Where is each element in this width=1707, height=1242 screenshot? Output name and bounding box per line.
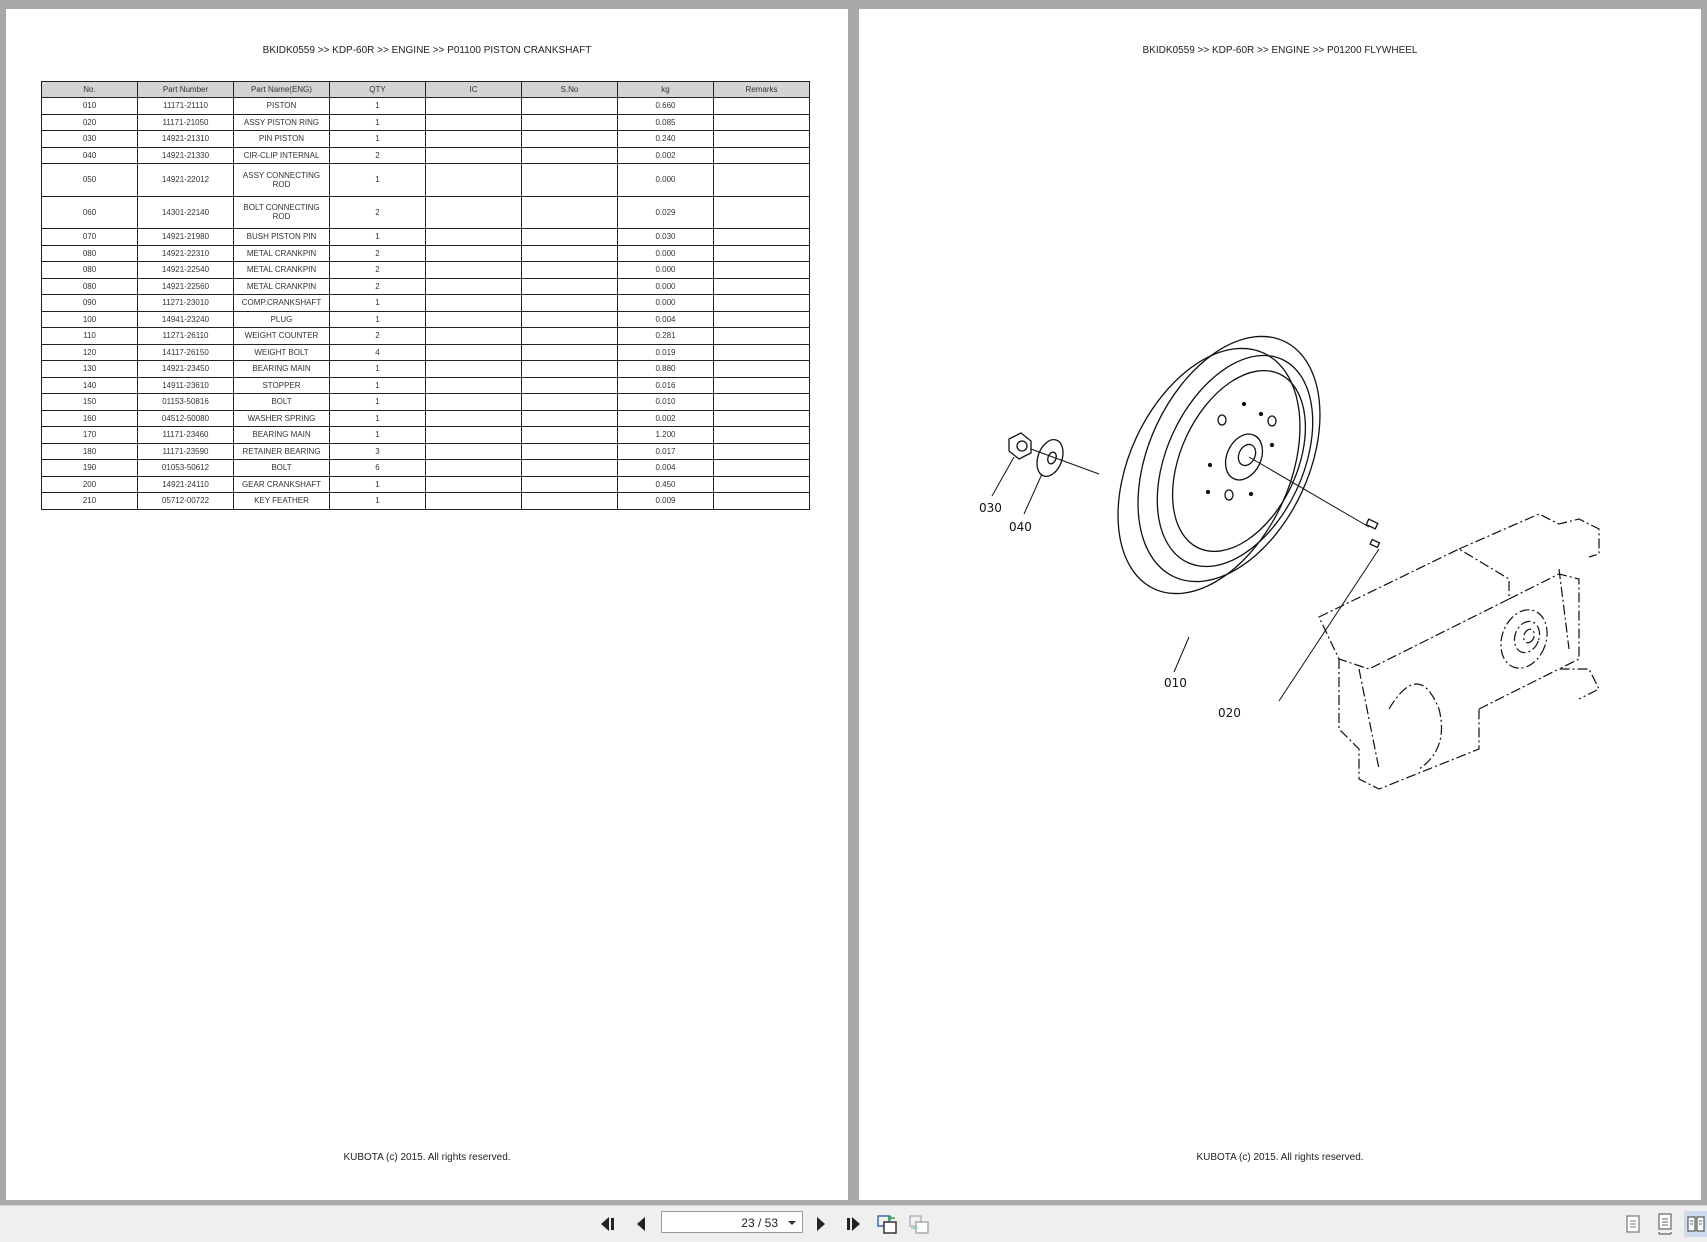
row-remarks bbox=[714, 229, 810, 246]
row-sno bbox=[522, 98, 618, 115]
row-no: 080 bbox=[42, 245, 138, 262]
part-name-line-1: ASSY PISTON RING bbox=[243, 117, 320, 127]
part-name-line-2: ROD bbox=[272, 179, 291, 189]
row-part-number: 11271-23010 bbox=[138, 295, 234, 312]
row-part-number: 14921-21310 bbox=[138, 131, 234, 148]
row-part-name bbox=[234, 196, 330, 229]
row-kg: 0.000 bbox=[618, 245, 714, 262]
row-part-name bbox=[234, 98, 330, 115]
previous-view-icon bbox=[876, 1213, 898, 1235]
row-ic bbox=[426, 196, 522, 229]
two-page-view-button[interactable] bbox=[1684, 1211, 1707, 1237]
row-sno bbox=[522, 476, 618, 493]
row-no: 160 bbox=[42, 410, 138, 427]
table-row bbox=[42, 311, 810, 328]
row-remarks bbox=[714, 278, 810, 295]
part-name-line-1: BOLT bbox=[271, 463, 292, 473]
part-name-line-1: BOLT bbox=[271, 397, 292, 407]
row-part-number: 01053-50612 bbox=[138, 460, 234, 477]
row-part-number: 11171-21050 bbox=[138, 114, 234, 131]
row-qty: 1 bbox=[330, 131, 426, 148]
row-qty: 1 bbox=[330, 377, 426, 394]
row-part-name bbox=[234, 164, 330, 197]
row-no: 080 bbox=[42, 262, 138, 279]
table-row bbox=[42, 410, 810, 427]
row-ic bbox=[426, 262, 522, 279]
row-part-number: 11271-26110 bbox=[138, 328, 234, 345]
continuous-page-icon bbox=[1657, 1213, 1673, 1235]
row-part-number: 14921-24110 bbox=[138, 476, 234, 493]
previous-page-button[interactable] bbox=[629, 1212, 653, 1236]
row-ic bbox=[426, 131, 522, 148]
part-name-line-1: STOPPER bbox=[262, 380, 301, 390]
row-qty: 1 bbox=[330, 361, 426, 378]
row-qty: 4 bbox=[330, 344, 426, 361]
row-part-number: 14921-22560 bbox=[138, 278, 234, 295]
row-ic bbox=[426, 377, 522, 394]
parts-table bbox=[41, 81, 810, 510]
row-remarks bbox=[714, 196, 810, 229]
page-header: BKIDK0559 >> KDP-60R >> ENGINE >> P01200 FLYWHEEL bbox=[1142, 45, 1418, 56]
row-remarks bbox=[714, 98, 810, 115]
table-row bbox=[42, 394, 810, 411]
part-name-line-1: BEARING MAIN bbox=[252, 430, 311, 440]
part-name-line-1: PISTON bbox=[266, 101, 297, 111]
part-name-line-1: PIN PISTON bbox=[258, 134, 305, 144]
next-page-button[interactable] bbox=[809, 1212, 833, 1236]
table-row bbox=[42, 98, 810, 115]
row-qty: 3 bbox=[330, 443, 426, 460]
row-ic bbox=[426, 245, 522, 262]
row-part-name bbox=[234, 443, 330, 460]
row-qty: 1 bbox=[330, 493, 426, 510]
row-kg: 0.029 bbox=[618, 196, 714, 229]
row-sno bbox=[522, 278, 618, 295]
row-qty: 1 bbox=[330, 295, 426, 312]
part-name-line-1: WEIGHT COUNTER bbox=[244, 331, 319, 341]
callout-030: 030 bbox=[979, 501, 1002, 515]
viewer-toolbar bbox=[0, 1205, 1707, 1242]
row-ic bbox=[426, 229, 522, 246]
row-kg: 0.000 bbox=[618, 262, 714, 279]
row-ic bbox=[426, 164, 522, 197]
row-part-name bbox=[234, 427, 330, 444]
row-part-name bbox=[234, 114, 330, 131]
row-ic bbox=[426, 328, 522, 345]
row-no: 140 bbox=[42, 377, 138, 394]
row-part-name bbox=[234, 278, 330, 295]
table-row bbox=[42, 229, 810, 246]
single-page-view-button[interactable] bbox=[1621, 1211, 1645, 1237]
row-part-number: 14921-22012 bbox=[138, 164, 234, 197]
row-sno bbox=[522, 311, 618, 328]
row-qty: 1 bbox=[330, 164, 426, 197]
row-kg: 0.002 bbox=[618, 147, 714, 164]
row-no: 130 bbox=[42, 361, 138, 378]
row-no: 110 bbox=[42, 328, 138, 345]
row-ic bbox=[426, 476, 522, 493]
row-qty: 1 bbox=[330, 427, 426, 444]
table-row bbox=[42, 114, 810, 131]
column-header-qty: QTY bbox=[330, 82, 426, 98]
row-no: 060 bbox=[42, 196, 138, 229]
part-name-line-1: RETAINER BEARING bbox=[242, 446, 321, 456]
table-row bbox=[42, 344, 810, 361]
column-header-no: No. bbox=[42, 82, 138, 98]
next-view-button[interactable] bbox=[907, 1212, 931, 1236]
table-row bbox=[42, 196, 810, 229]
row-qty: 6 bbox=[330, 460, 426, 477]
row-part-name bbox=[234, 328, 330, 345]
row-kg: 0.660 bbox=[618, 98, 714, 115]
callout-040: 040 bbox=[1009, 520, 1032, 534]
table-row bbox=[42, 262, 810, 279]
row-remarks bbox=[714, 164, 810, 197]
row-sno bbox=[522, 410, 618, 427]
row-part-name bbox=[234, 131, 330, 148]
column-header-ic: IC bbox=[426, 82, 522, 98]
row-qty: 2 bbox=[330, 147, 426, 164]
row-remarks bbox=[714, 361, 810, 378]
part-name-line-1: BOLT CONNECTING bbox=[243, 203, 320, 213]
row-remarks bbox=[714, 344, 810, 361]
column-header-part-name: Part Name(ENG) bbox=[234, 82, 330, 98]
row-remarks bbox=[714, 328, 810, 345]
row-part-number: 11171-23460 bbox=[138, 427, 234, 444]
callout-020: 020 bbox=[1218, 706, 1241, 720]
document-page-left bbox=[6, 9, 848, 1200]
previous-page-icon bbox=[635, 1216, 647, 1232]
row-remarks bbox=[714, 245, 810, 262]
row-part-name bbox=[234, 394, 330, 411]
row-kg: 0.880 bbox=[618, 361, 714, 378]
table-row bbox=[42, 460, 810, 477]
part-name-line-1: COMP.CRANKSHAFT bbox=[241, 298, 322, 308]
row-ic bbox=[426, 311, 522, 328]
row-no: 190 bbox=[42, 460, 138, 477]
row-ic bbox=[426, 98, 522, 115]
row-qty: 1 bbox=[330, 98, 426, 115]
row-qty: 2 bbox=[330, 196, 426, 229]
part-name-line-1: CIR-CLIP INTERNAL bbox=[243, 150, 320, 160]
row-part-number: 14921-22310 bbox=[138, 245, 234, 262]
row-part-number: 14921-21330 bbox=[138, 147, 234, 164]
row-ic bbox=[426, 147, 522, 164]
row-part-number: 14921-22540 bbox=[138, 262, 234, 279]
part-name-line-1: KEY FEATHER bbox=[254, 496, 309, 506]
row-kg: 0.019 bbox=[618, 344, 714, 361]
row-remarks bbox=[714, 114, 810, 131]
row-part-name bbox=[234, 377, 330, 394]
row-sno bbox=[522, 229, 618, 246]
row-qty: 2 bbox=[330, 262, 426, 279]
part-name-line-1: ASSY CONNECTING bbox=[242, 170, 321, 180]
page-footer: KUBOTA (c) 2015. All rights reserved. bbox=[343, 1152, 511, 1163]
row-sno bbox=[522, 443, 618, 460]
row-no: 100 bbox=[42, 311, 138, 328]
row-qty: 2 bbox=[330, 278, 426, 295]
row-kg: 0.004 bbox=[618, 460, 714, 477]
part-name-line-2: ROD bbox=[272, 212, 291, 222]
row-no: 040 bbox=[42, 147, 138, 164]
row-remarks bbox=[714, 311, 810, 328]
table-row bbox=[42, 164, 810, 197]
row-part-name bbox=[234, 311, 330, 328]
row-remarks bbox=[714, 443, 810, 460]
row-part-name bbox=[234, 410, 330, 427]
row-part-name bbox=[234, 229, 330, 246]
row-ic bbox=[426, 410, 522, 427]
column-header-part-number: Part Number bbox=[138, 82, 234, 98]
row-sno bbox=[522, 427, 618, 444]
part-name-line-1: WEIGHT BOLT bbox=[254, 347, 309, 357]
row-part-name bbox=[234, 147, 330, 164]
row-no: 210 bbox=[42, 493, 138, 510]
row-remarks bbox=[714, 410, 810, 427]
table-row bbox=[42, 328, 810, 345]
row-part-name bbox=[234, 493, 330, 510]
row-part-name bbox=[234, 262, 330, 279]
table-row bbox=[42, 361, 810, 378]
page-header: BKIDK0559 >> KDP-60R >> ENGINE >> P01100 PISTON CRANKSHAFT bbox=[262, 45, 592, 56]
row-kg: 1.200 bbox=[618, 427, 714, 444]
table-row bbox=[42, 147, 810, 164]
last-page-icon bbox=[844, 1216, 862, 1232]
row-kg: 0.450 bbox=[618, 476, 714, 493]
table-row bbox=[42, 427, 810, 444]
row-sno bbox=[522, 196, 618, 229]
row-part-number: 04512-50080 bbox=[138, 410, 234, 427]
row-remarks bbox=[714, 460, 810, 477]
row-part-name bbox=[234, 361, 330, 378]
page-number-field[interactable] bbox=[661, 1211, 803, 1233]
part-name-line-1: BEARING MAIN bbox=[252, 364, 311, 374]
row-sno bbox=[522, 344, 618, 361]
part-name-line-1: METAL CRANKPIN bbox=[246, 281, 317, 291]
row-qty: 1 bbox=[330, 476, 426, 493]
row-remarks bbox=[714, 427, 810, 444]
row-part-number: 14921-21980 bbox=[138, 229, 234, 246]
row-ic bbox=[426, 295, 522, 312]
row-ic bbox=[426, 427, 522, 444]
row-kg: 0.240 bbox=[618, 131, 714, 148]
table-row bbox=[42, 278, 810, 295]
row-kg: 0.281 bbox=[618, 328, 714, 345]
row-part-number: 14301-22140 bbox=[138, 196, 234, 229]
row-remarks bbox=[714, 262, 810, 279]
row-part-name bbox=[234, 295, 330, 312]
row-ic bbox=[426, 344, 522, 361]
chevron-down-icon[interactable] bbox=[788, 1221, 796, 1225]
row-part-name bbox=[234, 460, 330, 477]
row-remarks bbox=[714, 377, 810, 394]
column-header-kg: kg bbox=[618, 82, 714, 98]
single-page-icon bbox=[1625, 1214, 1641, 1234]
row-qty: 1 bbox=[330, 114, 426, 131]
row-no: 090 bbox=[42, 295, 138, 312]
row-sno bbox=[522, 394, 618, 411]
row-remarks bbox=[714, 476, 810, 493]
table-row bbox=[42, 443, 810, 460]
row-sno bbox=[522, 361, 618, 378]
row-qty: 2 bbox=[330, 245, 426, 262]
row-no: 150 bbox=[42, 394, 138, 411]
row-part-number: 14941-23240 bbox=[138, 311, 234, 328]
row-qty: 2 bbox=[330, 328, 426, 345]
next-view-icon bbox=[908, 1213, 930, 1235]
page-indicator: 23 / 53 bbox=[741, 1216, 778, 1230]
part-name-line-1: WASHER SPRING bbox=[247, 413, 316, 423]
row-part-number: 14117-26150 bbox=[138, 344, 234, 361]
row-kg: 0.000 bbox=[618, 278, 714, 295]
part-name-line-1: METAL CRANKPIN bbox=[246, 248, 317, 258]
row-sno bbox=[522, 460, 618, 477]
table-header-row bbox=[42, 82, 810, 98]
row-no: 200 bbox=[42, 476, 138, 493]
row-remarks bbox=[714, 394, 810, 411]
part-name-line-1: METAL CRANKPIN bbox=[246, 265, 317, 275]
row-sno bbox=[522, 262, 618, 279]
row-remarks bbox=[714, 147, 810, 164]
last-page-button[interactable] bbox=[841, 1212, 865, 1236]
row-no: 050 bbox=[42, 164, 138, 197]
row-ic bbox=[426, 394, 522, 411]
row-part-number: 11171-21110 bbox=[138, 98, 234, 115]
row-no: 180 bbox=[42, 443, 138, 460]
two-page-icon bbox=[1686, 1214, 1706, 1234]
row-sno bbox=[522, 328, 618, 345]
row-no: 030 bbox=[42, 131, 138, 148]
previous-view-button[interactable] bbox=[875, 1212, 899, 1236]
next-page-icon bbox=[815, 1216, 827, 1232]
row-part-number: 01153-50816 bbox=[138, 394, 234, 411]
row-part-name bbox=[234, 476, 330, 493]
table-row bbox=[42, 493, 810, 510]
row-qty: 1 bbox=[330, 229, 426, 246]
row-part-number: 14911-23610 bbox=[138, 377, 234, 394]
row-kg: 0.000 bbox=[618, 164, 714, 197]
table-row bbox=[42, 245, 810, 262]
row-ic bbox=[426, 278, 522, 295]
part-name-line-1: BUSH PISTON PIN bbox=[246, 232, 317, 242]
first-page-icon bbox=[600, 1216, 618, 1232]
row-no: 170 bbox=[42, 427, 138, 444]
page-footer: KUBOTA (c) 2015. All rights reserved. bbox=[1196, 1152, 1364, 1163]
part-name-line-1: PLUG bbox=[270, 314, 293, 324]
parts-table-body bbox=[42, 98, 810, 510]
row-remarks bbox=[714, 295, 810, 312]
column-header-remarks: Remarks bbox=[714, 82, 810, 98]
row-qty: 1 bbox=[330, 410, 426, 427]
callout-010: 010 bbox=[1164, 676, 1187, 690]
row-ic bbox=[426, 493, 522, 510]
row-no: 080 bbox=[42, 278, 138, 295]
row-remarks bbox=[714, 131, 810, 148]
row-no: 020 bbox=[42, 114, 138, 131]
first-page-button[interactable] bbox=[597, 1212, 621, 1236]
row-kg: 0.016 bbox=[618, 377, 714, 394]
row-kg: 0.004 bbox=[618, 311, 714, 328]
row-sno bbox=[522, 147, 618, 164]
document-page-right bbox=[859, 9, 1701, 1200]
row-no: 070 bbox=[42, 229, 138, 246]
row-sno bbox=[522, 295, 618, 312]
row-kg: 0.002 bbox=[618, 410, 714, 427]
column-header-sno: S.No bbox=[522, 82, 618, 98]
row-qty: 1 bbox=[330, 394, 426, 411]
row-no: 010 bbox=[42, 98, 138, 115]
row-ic bbox=[426, 114, 522, 131]
row-remarks bbox=[714, 493, 810, 510]
row-sno bbox=[522, 131, 618, 148]
row-qty: 1 bbox=[330, 311, 426, 328]
row-kg: 0.085 bbox=[618, 114, 714, 131]
flywheel-diagram bbox=[859, 9, 1701, 1200]
row-sno bbox=[522, 245, 618, 262]
row-ic bbox=[426, 361, 522, 378]
row-kg: 0.030 bbox=[618, 229, 714, 246]
row-ic bbox=[426, 460, 522, 477]
row-kg: 0.000 bbox=[618, 295, 714, 312]
row-part-number: 05712-00722 bbox=[138, 493, 234, 510]
row-kg: 0.010 bbox=[618, 394, 714, 411]
row-part-number: 11171-23590 bbox=[138, 443, 234, 460]
row-sno bbox=[522, 164, 618, 197]
row-sno bbox=[522, 114, 618, 131]
table-row bbox=[42, 476, 810, 493]
continuous-view-button[interactable] bbox=[1653, 1211, 1677, 1237]
row-part-name bbox=[234, 344, 330, 361]
row-part-number: 14921-23450 bbox=[138, 361, 234, 378]
row-kg: 0.009 bbox=[618, 493, 714, 510]
row-kg: 0.017 bbox=[618, 443, 714, 460]
row-no: 120 bbox=[42, 344, 138, 361]
row-sno bbox=[522, 377, 618, 394]
part-name-line-1: GEAR CRANKSHAFT bbox=[241, 479, 322, 489]
table-row bbox=[42, 131, 810, 148]
table-row bbox=[42, 377, 810, 394]
row-part-name bbox=[234, 245, 330, 262]
row-ic bbox=[426, 443, 522, 460]
table-row bbox=[42, 295, 810, 312]
row-sno bbox=[522, 493, 618, 510]
